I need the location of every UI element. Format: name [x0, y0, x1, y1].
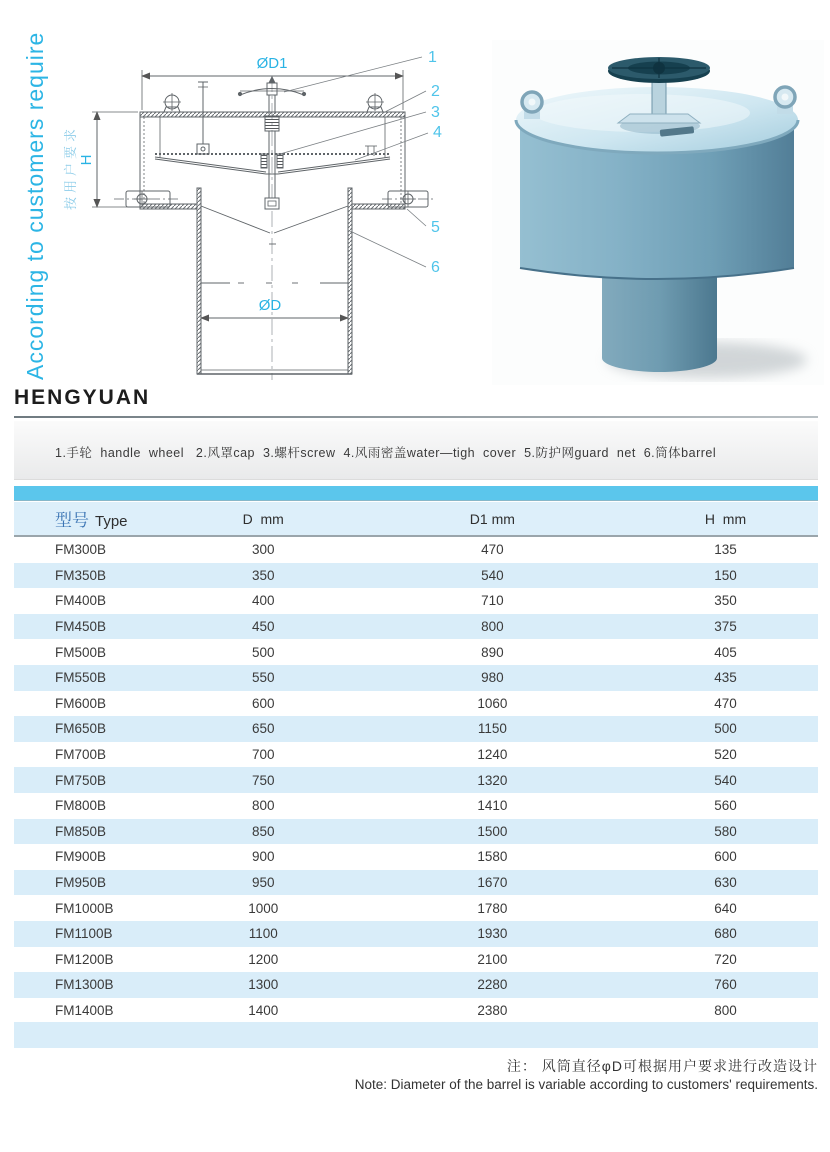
spring-upper	[265, 116, 279, 131]
cell-d1: 1150	[477, 721, 507, 737]
callout-1: 1	[428, 49, 437, 66]
cell-type: FM600B	[55, 695, 107, 711]
cell-h: 600	[714, 849, 737, 865]
cell-h: 375	[714, 619, 737, 635]
cell-type: FM350B	[55, 567, 107, 583]
lug-right	[366, 93, 384, 112]
cell-d: 700	[251, 747, 275, 763]
cell-d: 800	[251, 798, 275, 814]
cell-d1: 1670	[477, 875, 508, 891]
note-chinese: 注： 风筒直径φD可根据用户要求进行改造设计	[506, 1058, 818, 1074]
cell-type: FM400B	[55, 593, 107, 609]
table-row	[14, 972, 818, 998]
table-row	[14, 947, 818, 973]
table-bottom-band	[14, 1022, 818, 1048]
callout-5: 5	[431, 219, 440, 236]
title-divider	[14, 416, 818, 418]
cell-d1: 1060	[477, 695, 508, 711]
cell-d: 750	[251, 772, 275, 788]
table-top-band	[14, 486, 818, 501]
pedestal-barrel	[602, 265, 717, 372]
cell-d1: 890	[481, 644, 504, 660]
cell-d1: 540	[481, 567, 504, 583]
cell-h: 630	[714, 875, 737, 891]
cell-d1: 1580	[477, 849, 508, 865]
cell-type: FM800B	[55, 798, 107, 814]
table-row	[14, 639, 818, 665]
cell-type: FM1400B	[55, 1002, 114, 1018]
cell-d: 1000	[248, 900, 279, 916]
cell-type: FM850B	[55, 823, 107, 839]
table-row	[14, 998, 818, 1024]
cell-d1: 1930	[477, 926, 508, 942]
cell-d: 450	[251, 619, 275, 635]
note-english: Note: Diameter of the barrel is variable according to customers' requirements.	[354, 1077, 818, 1092]
cell-h: 800	[714, 1002, 737, 1018]
table-row	[14, 537, 818, 563]
cell-type: FM1100B	[55, 926, 113, 942]
cell-h: 680	[714, 926, 737, 942]
left-rod	[197, 82, 209, 154]
header-h: H mm	[704, 510, 747, 527]
header-d1: D1 mm	[469, 510, 515, 527]
parts-legend: 1.手轮 handle wheel 2.风罩cap 3.螺杆screw 4.风雨密盖water—tigh cover 5.防护网guard net 6.筒体barrel	[14, 421, 818, 480]
cell-d1: 1240	[477, 747, 508, 763]
cell-h: 640	[714, 900, 737, 916]
cell-d: 900	[251, 849, 275, 865]
cell-d: 1100	[248, 926, 278, 942]
cell-d: 950	[251, 875, 275, 891]
cell-d: 650	[251, 721, 275, 737]
callout-2: 2	[431, 83, 440, 100]
cell-d1: 980	[481, 670, 504, 686]
header-type	[14, 506, 175, 531]
cell-d1: 800	[481, 619, 504, 635]
cell-h: 405	[714, 644, 737, 660]
table-row	[14, 563, 818, 589]
vertical-tagline-chinese: 按用户要求	[63, 124, 78, 210]
cell-d1: 1500	[477, 823, 508, 839]
cell-h: 540	[714, 772, 737, 788]
cell-d1: 1410	[477, 798, 508, 814]
table-body	[14, 537, 818, 1023]
cell-d: 500	[251, 644, 275, 660]
callout-6: 6	[431, 259, 440, 276]
drawing-lines	[92, 57, 436, 380]
callout-4: 4	[433, 124, 442, 141]
cell-d1: 470	[481, 542, 504, 558]
cell-d: 550	[251, 670, 275, 686]
cell-d1: 2280	[477, 977, 508, 993]
cell-h: 520	[714, 747, 737, 763]
cell-d: 1400	[248, 1002, 279, 1018]
table-row	[14, 844, 818, 870]
cell-type: FM700B	[55, 747, 107, 763]
cell-type: FM750B	[55, 772, 107, 788]
dim-label-h: H	[78, 154, 95, 166]
cell-d1: 1320	[477, 772, 508, 788]
cell-h: 560	[714, 798, 737, 814]
cell-d: 600	[251, 695, 275, 711]
table-row	[14, 819, 818, 845]
cell-d1: 1780	[477, 900, 508, 916]
cell-h: 350	[714, 593, 737, 609]
cell-h: 135	[714, 542, 737, 558]
table-row	[14, 921, 818, 947]
cell-h: 720	[714, 951, 737, 967]
cell-d1: 2380	[477, 1002, 508, 1018]
cell-d1: 710	[481, 593, 504, 609]
cell-d: 850	[251, 823, 275, 839]
cell-type: FM900B	[55, 849, 107, 865]
dim-label-d1: ØD1	[256, 55, 288, 72]
table-row	[14, 588, 818, 614]
header-type-zh: 型号	[55, 511, 89, 530]
product-photo	[492, 40, 824, 385]
cell-d: 1300	[248, 977, 279, 993]
spec-table	[14, 502, 818, 1023]
table-row	[14, 870, 818, 896]
table-header-row	[14, 502, 818, 537]
spring-right	[277, 154, 283, 168]
cell-h: 580	[714, 823, 737, 839]
dim-label-d: ØD	[258, 297, 282, 314]
header-type-en: Type	[95, 513, 128, 530]
cell-h: 435	[714, 670, 737, 686]
cell-type: FM550B	[55, 670, 107, 686]
callout-3: 3	[431, 104, 440, 121]
cell-type: FM300B	[55, 542, 107, 558]
cell-type: FM650B	[55, 721, 107, 737]
barrel	[197, 188, 352, 374]
table-row	[14, 665, 818, 691]
table-row	[14, 716, 818, 742]
brand-title: HENGYUAN	[14, 386, 151, 409]
cell-type: FM1200B	[55, 951, 114, 967]
cell-type: FM500B	[55, 644, 107, 660]
cell-d: 400	[251, 593, 275, 609]
water-tight-cover	[155, 146, 390, 174]
cell-type: FM950B	[55, 875, 107, 891]
lug-left-photo	[522, 92, 542, 119]
table-row	[14, 767, 818, 793]
cell-h: 150	[714, 567, 737, 583]
cell-d: 300	[251, 542, 275, 558]
table-row	[14, 742, 818, 768]
lug-left	[163, 93, 181, 112]
cell-h: 500	[714, 721, 737, 737]
header-d: D mm	[242, 510, 284, 527]
table-row	[14, 895, 818, 921]
table-row	[14, 691, 818, 717]
vertical-tagline-english: According to customers require	[22, 31, 48, 380]
cell-type: FM1300B	[55, 977, 114, 993]
spring-left	[261, 154, 267, 168]
table-row	[14, 793, 818, 819]
cell-d: 350	[251, 567, 275, 583]
technical-drawing	[70, 46, 470, 386]
cell-d1: 2100	[477, 951, 508, 967]
cell-d: 1200	[248, 951, 279, 967]
table-row	[14, 614, 818, 640]
cell-type: FM450B	[55, 619, 107, 635]
cell-h: 760	[714, 977, 737, 993]
lug-right-photo	[775, 87, 795, 114]
cell-type: FM1000B	[55, 900, 114, 916]
cell-h: 470	[714, 695, 737, 711]
